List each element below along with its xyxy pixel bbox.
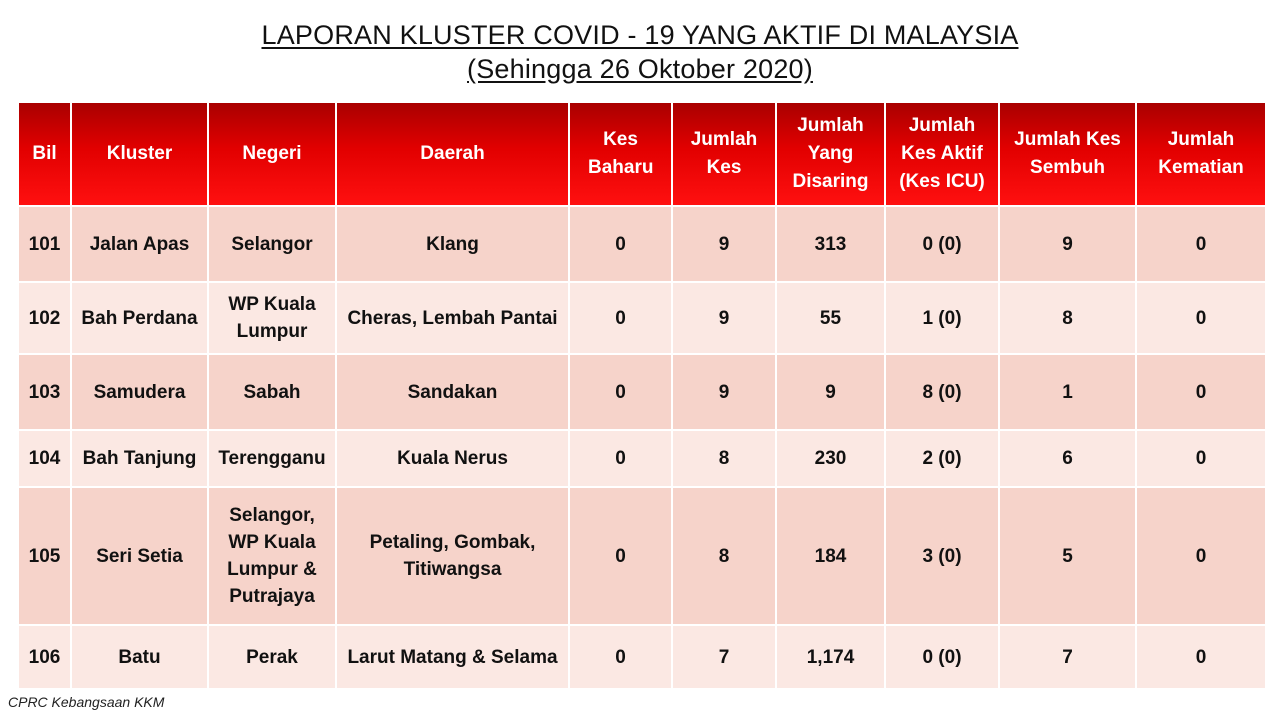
table-row: [18, 625, 1266, 689]
cell-kes-baharu: 0: [569, 625, 672, 689]
cell-kluster: Batu: [71, 625, 208, 689]
cell-kes-baharu: 0: [569, 487, 672, 625]
cell-kes-sembuh: 5: [999, 487, 1136, 625]
cell-kes-sembuh: 7: [999, 625, 1136, 689]
cell-kes-baharu: 0: [569, 206, 672, 282]
cell-kes-aktif: 0 (0): [885, 625, 999, 689]
source-note: CPRC Kebangsaan KKM: [8, 694, 165, 710]
table-row: [18, 206, 1266, 282]
cell-daerah: Cheras, Lembah Pantai: [336, 282, 569, 354]
report-title-block: [0, 18, 1280, 86]
cell-bil: 103: [18, 354, 71, 430]
cell-jumlah-disaring: 1,174: [776, 625, 885, 689]
cell-jumlah-disaring: 55: [776, 282, 885, 354]
cell-kluster: Bah Tanjung: [71, 430, 208, 487]
table-row: [18, 354, 1266, 430]
cell-jumlah-kes: 7: [672, 625, 776, 689]
cell-jumlah-kes: 9: [672, 206, 776, 282]
cell-kes-baharu: 0: [569, 282, 672, 354]
column-header-kes-sembuh: Jumlah Kes Sembuh: [999, 102, 1136, 206]
cell-daerah: Petaling, Gombak, Titiwangsa: [336, 487, 569, 625]
cluster-table: [17, 101, 1267, 690]
cell-negeri: Perak: [208, 625, 336, 689]
cell-kes-aktif: 2 (0): [885, 430, 999, 487]
column-header-kes-baharu: Kes Baharu: [569, 102, 672, 206]
cell-kes-aktif: 1 (0): [885, 282, 999, 354]
column-header-bil: Bil: [18, 102, 71, 206]
cell-daerah: Sandakan: [336, 354, 569, 430]
cell-jumlah-kes: 8: [672, 430, 776, 487]
cell-kes-sembuh: 6: [999, 430, 1136, 487]
cell-kluster: Jalan Apas: [71, 206, 208, 282]
cell-jumlah-disaring: 9: [776, 354, 885, 430]
cell-kematian: 0: [1136, 487, 1266, 625]
cell-jumlah-kes: 8: [672, 487, 776, 625]
cell-bil: 105: [18, 487, 71, 625]
cell-daerah: Larut Matang & Selama: [336, 625, 569, 689]
cell-jumlah-disaring: 184: [776, 487, 885, 625]
cell-kematian: 0: [1136, 430, 1266, 487]
cell-kes-sembuh: 9: [999, 206, 1136, 282]
column-header-negeri: Negeri: [208, 102, 336, 206]
report-title: LAPORAN KLUSTER COVID - 19 YANG AKTIF DI MALAYSIA: [261, 20, 1019, 50]
report-subtitle: (Sehingga 26 Oktober 2020): [467, 54, 813, 84]
table-row: [18, 487, 1266, 625]
cell-jumlah-kes: 9: [672, 354, 776, 430]
cell-kematian: 0: [1136, 282, 1266, 354]
cell-kematian: 0: [1136, 625, 1266, 689]
column-header-jumlah-disaring: Jumlah Yang Disaring: [776, 102, 885, 206]
cell-bil: 106: [18, 625, 71, 689]
cell-jumlah-disaring: 313: [776, 206, 885, 282]
column-header-kluster: Kluster: [71, 102, 208, 206]
cell-kluster: Samudera: [71, 354, 208, 430]
cell-kluster: Bah Perdana: [71, 282, 208, 354]
column-header-kematian: Jumlah Kematian: [1136, 102, 1266, 206]
cell-bil: 101: [18, 206, 71, 282]
cell-daerah: Klang: [336, 206, 569, 282]
table-row: [18, 430, 1266, 487]
table-row: [18, 282, 1266, 354]
cell-kes-sembuh: 1: [999, 354, 1136, 430]
cell-jumlah-kes: 9: [672, 282, 776, 354]
table-header-row: [18, 102, 1266, 206]
cell-bil: 104: [18, 430, 71, 487]
cell-negeri: Selangor: [208, 206, 336, 282]
cell-negeri: Terengganu: [208, 430, 336, 487]
cell-negeri: Selangor, WP Kuala Lumpur & Putrajaya: [208, 487, 336, 625]
cell-daerah: Kuala Nerus: [336, 430, 569, 487]
cell-kematian: 0: [1136, 354, 1266, 430]
cell-bil: 102: [18, 282, 71, 354]
cell-kes-aktif: 8 (0): [885, 354, 999, 430]
cell-kes-baharu: 0: [569, 430, 672, 487]
cell-kes-sembuh: 8: [999, 282, 1136, 354]
cell-kes-baharu: 0: [569, 354, 672, 430]
cell-negeri: Sabah: [208, 354, 336, 430]
cell-kluster: Seri Setia: [71, 487, 208, 625]
column-header-jumlah-kes: Jumlah Kes: [672, 102, 776, 206]
cell-kematian: 0: [1136, 206, 1266, 282]
cell-kes-aktif: 3 (0): [885, 487, 999, 625]
cell-jumlah-disaring: 230: [776, 430, 885, 487]
cell-kes-aktif: 0 (0): [885, 206, 999, 282]
column-header-kes-aktif: Jumlah Kes Aktif (Kes ICU): [885, 102, 999, 206]
column-header-daerah: Daerah: [336, 102, 569, 206]
cell-negeri: WP Kuala Lumpur: [208, 282, 336, 354]
